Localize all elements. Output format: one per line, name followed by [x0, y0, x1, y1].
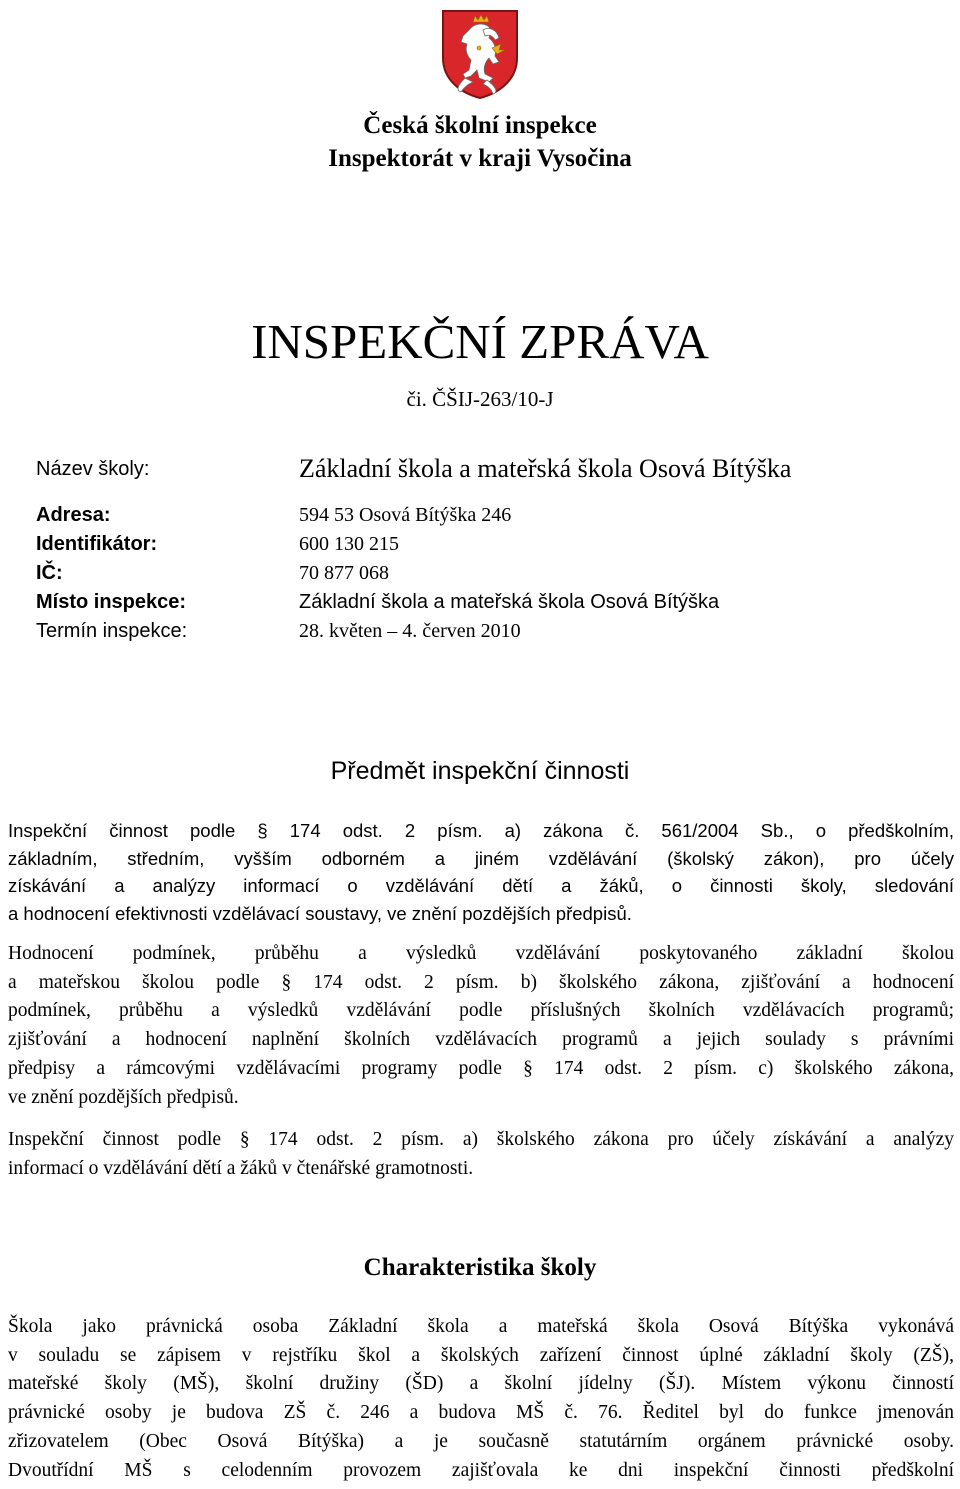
identifier-label: Identifikátor:	[36, 533, 158, 555]
identifier-value: 600 130 215	[299, 533, 399, 555]
characteristics-paragraph	[8, 1313, 954, 1485]
text-line: předpisy a rámcovými vzdělávacími programy podle § 174 odst. 2 písm. c) školského zákona,	[8, 1057, 954, 1079]
text-line: Inspekční činnost podle § 174 odst. 2 písm. a) zákona č. 561/2004 Sb., o předškolním,	[8, 820, 954, 841]
address-label: Adresa:	[36, 504, 111, 526]
org-department: Inspektorát v kraji Vysočina	[328, 145, 632, 172]
text-line: právnické osoby je budova ZŠ č. 246 a budova MŠ č. 76. Ředitel byl do funkce jmenován	[8, 1402, 954, 1424]
subject-paragraph-1	[8, 817, 954, 927]
subject-heading: Předmět inspekční činnosti	[330, 757, 630, 785]
coat-of-arms-icon	[439, 8, 521, 100]
ico-value: 70 877 068	[299, 562, 389, 584]
text-line: Dvoutřídní MŠ s celodenním provozem zajišťovala ke dni inspekční činnosti předškolní	[8, 1459, 954, 1481]
text-line: Inspekční činnost podle § 174 odst. 2 písm. a) školského zákona pro účely získávání a analýzy	[8, 1129, 954, 1150]
text-line: a mateřskou školou podle § 174 odst. 2 písm. b) školského zákona, zjišťování a hodnocení	[8, 971, 954, 993]
text-line: ve znění pozdějších předpisů.	[8, 1086, 239, 1108]
subject-paragraph-2	[8, 940, 954, 1112]
org-name: Česká školní inspekce	[363, 112, 597, 139]
text-line: Hodnocení podmínek, průběhu a výsledků vzdělávání poskytovaného základní školou	[8, 943, 954, 964]
text-line: zřizovatelem (Obec Osová Bítýška) a je současně statutárním orgánem právnické osoby.	[8, 1430, 954, 1452]
text-line: v souladu se zápisem v rejstříku škol a školských zařízení činnost úplné základní školy (ZŠ),	[8, 1344, 954, 1366]
text-line: Škola jako právnická osoba Základní škola a mateřská škola Osová Bítýška vykonává	[8, 1316, 954, 1337]
inspection-place-label: Místo inspekce:	[36, 591, 187, 613]
inspection-term-value: 28. květen – 4. červen 2010	[299, 620, 521, 642]
inspection-term-label: Termín inspekce:	[36, 620, 188, 642]
school-name-label: Název školy:	[36, 458, 150, 480]
school-name-value: Základní škola a mateřská škola Osová Bítýška	[299, 454, 792, 483]
document-title: INSPEKČNÍ ZPRÁVA	[251, 314, 709, 369]
ico-label: IČ:	[36, 562, 63, 584]
characteristics-heading: Charakteristika školy	[363, 1254, 597, 1281]
inspection-place-value: Základní škola a mateřská škola Osová Bítýška	[299, 591, 720, 613]
text-line: základním, středním, vyšším odborném a jiném vzdělávání (školský zákon), pro účely	[8, 847, 954, 869]
text-line: zjišťování a hodnocení naplnění školních vzdělávacích programů a jejich soulady s právními	[8, 1029, 954, 1051]
address-value: 594 53 Osová Bítýška 246	[299, 504, 512, 526]
text-line: a hodnocení efektivnosti vzdělávací soustavy, ve znění pozdějších předpisů.	[8, 902, 632, 924]
subject-paragraph-3	[8, 1126, 954, 1183]
document-reference: či. ČŠIJ-263/10-J	[406, 387, 554, 411]
text-line: podmínek, průběhu a výsledků vzdělávání podle příslušných školních vzdělávacích programů;	[8, 1000, 954, 1022]
text-line: informací o vzdělávání dětí a žáků v čtenářské gramotnosti.	[8, 1157, 474, 1179]
text-line: mateřské školy (MŠ), školní družiny (ŠD) a školní jídelny (ŠJ). Místem výkonu činností	[8, 1373, 954, 1395]
text-line: získávání a analýzy informací o vzdělávání dětí a žáků, o činnosti školy, sledování	[8, 875, 954, 896]
